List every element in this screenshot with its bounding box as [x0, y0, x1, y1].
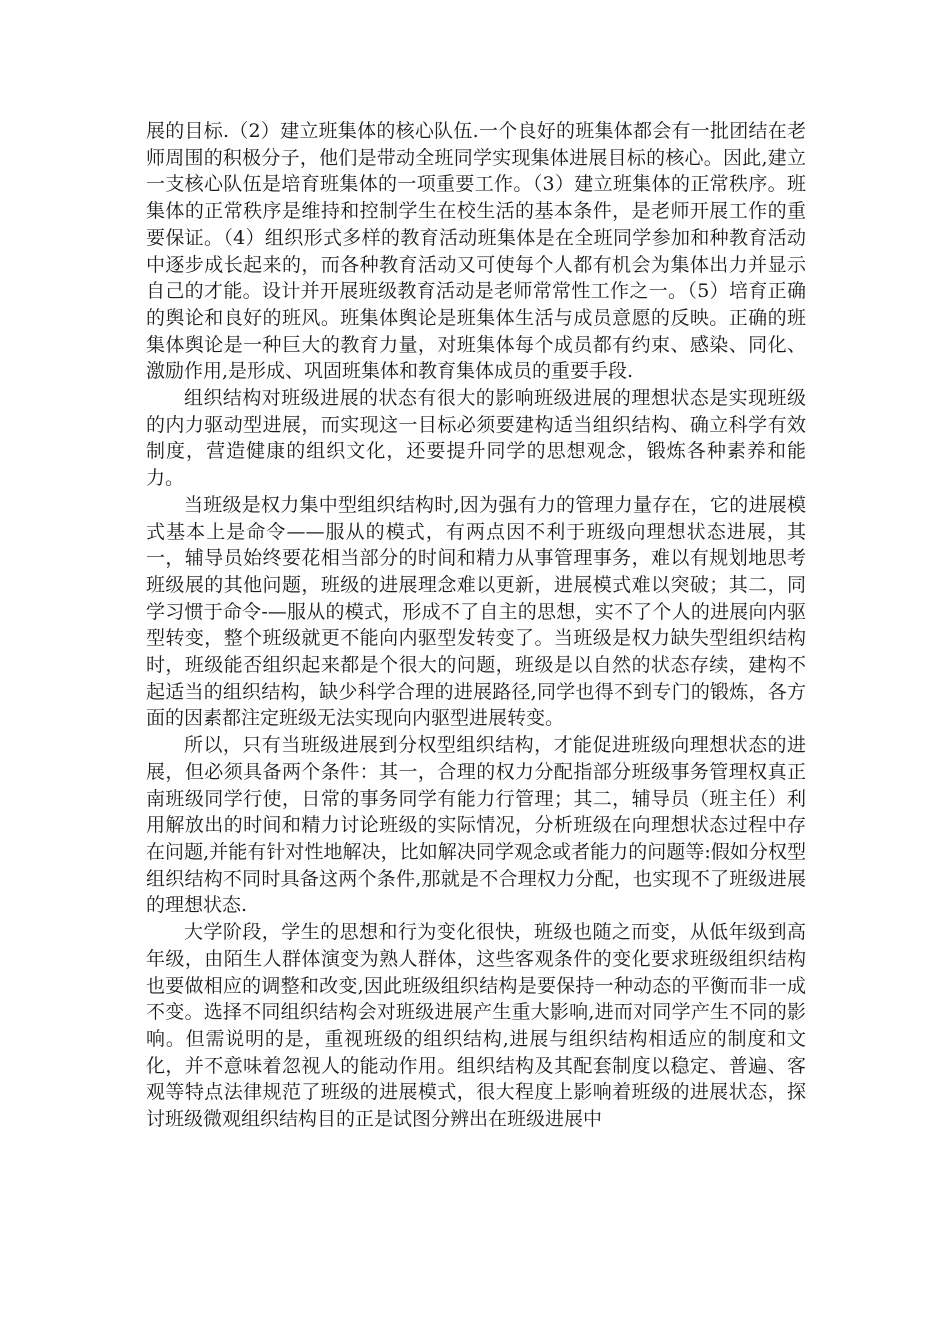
paragraph-2: 组织结构对班级进展的状态有很大的影响班级进展的理想状态是实现班级的内力驱动型进展，而实现这一目标必须要建构适当组织结构、确立科学有效制度，营造健康的组织文化，还要提升同学的思想观念，锻炼各种素养和能力。	[146, 387, 806, 490]
paragraph-1: 展的目标.（2）建立班集体的核心队伍.一个良好的班集体都会有一批团结在老师周围的积极分子，他们是带动全班同学实现集体进展目标的核心。因此,建立一支核心队伍是培育班集体的一项重要工作。（3）建立班集体的正常秩序。班集体的正常秩序是维持和控制学生在校生活的基本条件，是老师开展工作的重要保证。（4）组织形式多样的教育活动班集体是在全班同学参加和种教育活动中逐步成长起来的，而各种教育活动又可使每个人都有机会为集体出力并显示自己的才能。设计并开展班级教育活动是老师常常性工作之一。（5）培育正确的舆论和良好的班风。班集体舆论是班集体生活与成员意愿的反映。正确的班集体舆论是一种巨大的教育力量，对班集体每个成员都有约束、感染、同化、激励作用,是形成、巩固班集体和教育集体成员的重要手段.	[146, 120, 806, 383]
paragraph-4: 所以，只有当班级进展到分权型组织结构，才能促进班级向理想状态的进展，但必须具备两个条件：其一，合理的权力分配指部分班级事务管理权真正南班级同学行使，日常的事务同学有能力行管理；其二，辅导员（班主任）利用解放出的时间和精力讨论班级的实际情况，分析班级在向理想状态过程中存在问题,并能有针对性地解决，比如解决同学观念或者能力的问题等:假如分权型组织结构不同时具备这两个条件,那就是不合理权力分配，也实现不了班级进展的理想状态.	[146, 734, 806, 917]
document-page	[146, 118, 806, 1133]
paragraph-3: 当班级是权力集中型组织结构时,因为强有力的管理力量存在，它的进展模式基本上是命令——服从的模式，有两点因不利于班级向理想状态进展，其一，辅导员始终要花相当部分的时间和精力从事管理事务，难以有规划地思考班级展的其他问题，班级的进展理念难以更新，进展模式难以突破；其二，同学习惯于命令-—服从的模式，形成不了自主的思想，实不了个人的进展向内驱型转变，整个班级就更不能向内驱型发转变了。当班级是权力缺失型组织结构时，班级能否组织起来都是个很大的问题，班级是以自然的状态存续，建构不起适当的组织结构，缺少科学合理的进展路径,同学也得不到专门的锻炼，各方面的因素都注定班级无法实现向内驱型进展转变。	[146, 493, 806, 730]
paragraph-5: 大学阶段，学生的思想和行为变化很快，班级也随之而变，从低年级到高年级，由陌生人群体演变为熟人群体，这些客观条件的变化要求班级组织结构也要做相应的调整和改变,因此班级组织结构是要保持一种动态的平衡而非一成不变。选择不同组织结构会对班级进展产生重大影响,进而对同学产生不同的影响。但需说明的是，重视班级的组织结构,进展与组织结构相适应的制度和文化，并不意味着忽视人的能动作用。组织结构及其配套制度以稳定、普遍、客观等特点法律规范了班级的进展模式，很大程度上影响着班级的进展状态，探讨班级微观组织结构目的正是试图分辨出在班级进展中	[146, 921, 806, 1131]
